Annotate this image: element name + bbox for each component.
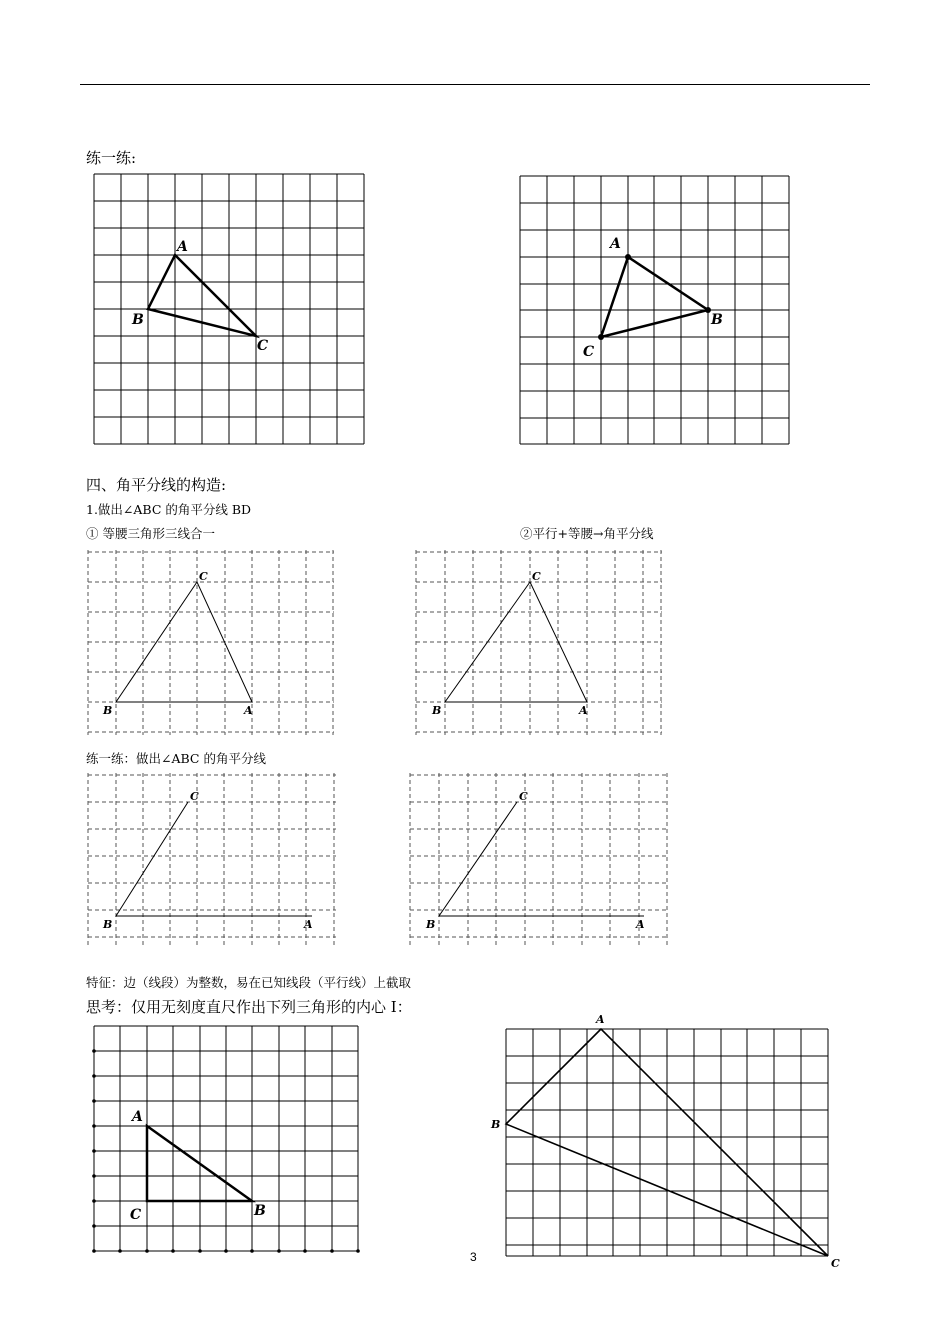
label-c: C [831,1257,840,1270]
label-b: B [254,1203,266,1219]
label-a: A [132,1109,143,1125]
feature-text: 特征：边（线段）为整数，易在已知线段（平行线）上截取 [86,975,412,990]
label-b: B [432,704,442,717]
label-a: A [636,918,645,931]
method-2-text: ②平行+等腰→角平分线 [520,526,654,541]
label-b: B [103,704,113,717]
label-a: A [610,236,621,252]
grid-figure-7 [94,1026,364,1258]
label-c: C [199,570,208,583]
label-c: C [583,344,595,360]
vertex-a-dot [625,254,631,260]
label-a: A [244,704,253,717]
label-c: C [519,790,528,803]
practice-heading-2: 练一练：做出∠ABC 的角平分线 [86,751,266,766]
grid-figure-1 [94,174,394,464]
label-a: A [596,1013,605,1026]
dashed-grid-figure-5 [88,773,340,948]
label-c: C [130,1207,142,1223]
think-text: 思考：仅用无刻度直尺作出下列三角形的内心 I： [86,998,412,1016]
label-b: B [132,312,144,328]
vertex-c-dot [598,334,604,340]
label-c: C [532,570,541,583]
dashed-grid-figure-6 [410,773,672,948]
angle-abc [439,802,644,916]
header-rule [80,84,870,85]
section-heading-angle-bisector: 四、角平分线的构造: [86,476,227,494]
label-b: B [426,918,436,931]
label-c: C [190,790,199,803]
label-b: B [711,312,723,328]
label-a: A [177,239,188,255]
page-number: 3 [470,1250,477,1264]
label-a: A [304,918,313,931]
angle-abc [116,802,312,916]
dashed-grid-figure-3 [88,550,338,740]
label-b: B [103,918,113,931]
practice-heading-1: 练一练: [86,149,137,167]
label-b: B [491,1118,501,1131]
grid-figure-8 [488,1012,840,1274]
task-text: 1.做出∠ABC 的角平分线 BD [86,502,252,517]
label-a: A [579,704,588,717]
method-1-text: ① 等腰三角形三线合一 [86,526,215,541]
label-c: C [257,338,269,354]
dashed-grid-figure-4 [416,550,666,740]
grid-figure-2 [520,176,820,466]
